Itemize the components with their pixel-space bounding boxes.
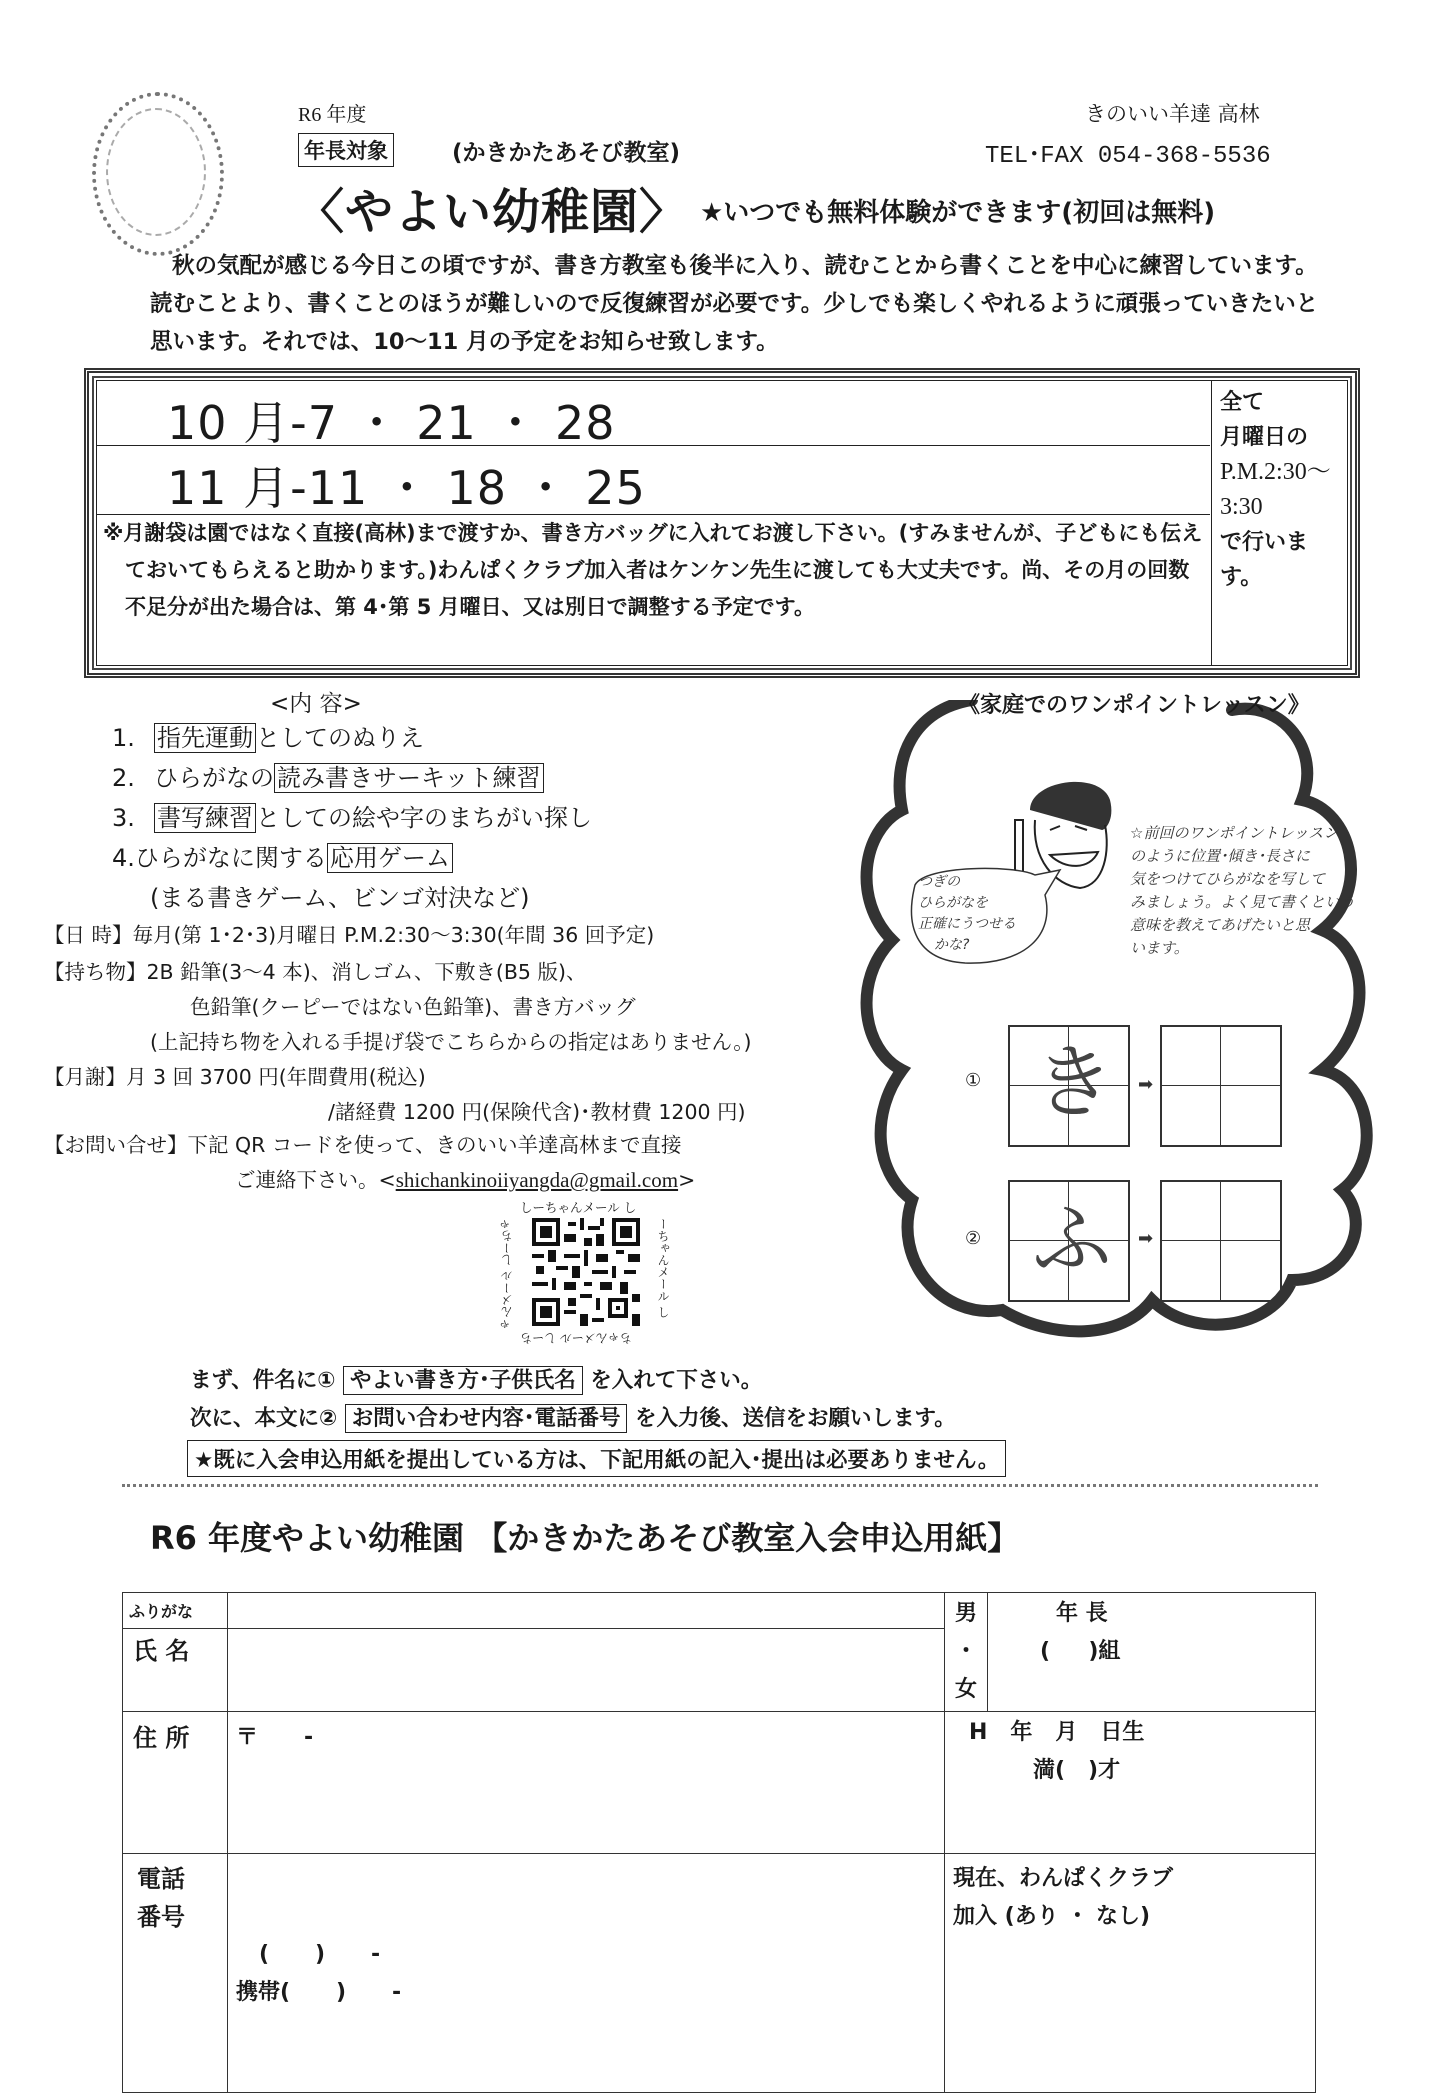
intro-text: 秋の気配が感じる今日この頃ですが、書き方教室も後半に入り、読むことから書くことを中心に練習しています。読むことより、書くことのほうが難しいので反復練習が必要です。少しでも楽しくやれるように頑張っていきたいと思います。それでは、10〜11 月の予定をお知らせ致します。 (150, 253, 1319, 355)
schedule-time-note: 全て 月曜日の P.M.2:30〜3:30 で行います。 (1211, 381, 1347, 665)
club-membership[interactable]: 現在、わんぱくクラブ 加入 (あり ・ なし) (945, 1854, 1316, 2093)
target-badge: 年長対象 (298, 133, 394, 167)
form-title: R6 年度やよい幼稚園 【かきかたあそび教室入会申込用紙】 (150, 1519, 1020, 1557)
tel-fax: TEL･FAX 054-368-5536 (985, 143, 1271, 170)
info-contact-line2: ご連絡下さい。<shichankinoiiyangda@gmail.com> (235, 1168, 696, 1192)
class-field[interactable]: ( )組 (1040, 1639, 1121, 1664)
exercise-1-label: ① (965, 1070, 982, 1091)
qr-caption-left: ゃんメール しーちゃ (500, 1218, 514, 1330)
submission-notice: ★既に入会申込用紙を提出している方は、下記用紙の記入･提出は必要ありません。 (187, 1440, 1006, 1477)
arrow-right-icon: ➡ (1138, 1074, 1154, 1095)
lesson-note: ☆前回のワンポイントレッスン のように位置･傾き･長さに 気をつけてひらがなを写して みましょう。よく見て書くという 意味を教えてあげたいと思 います。 (1130, 824, 1356, 957)
grade-class: 年 長 ( )組 (988, 1593, 1316, 1712)
info-items-line3: (上記持ち物を入れる手提げ袋でこちらからの指定はありません。) (150, 1030, 752, 1054)
cut-line (122, 1484, 1318, 1487)
school-title: 〈やよい幼稚園〉 (296, 184, 689, 240)
phone-label: 電話 番号 (123, 1854, 228, 2093)
exercise-2-label: ② (965, 1228, 982, 1249)
instruction-subject: まず、件名に① やよい書き方･子供氏名 を入れて下さい。 (190, 1368, 763, 1393)
exercise-2-copy-grid[interactable] (1160, 1180, 1282, 1302)
content-item: 4.ひらがなに関する 応用ゲーム (112, 838, 453, 873)
info-fee-line2: /諸経費 1200 円(保険代含)･教材費 1200 円) (328, 1100, 746, 1124)
name-field[interactable] (228, 1629, 945, 1712)
info-contact: 【お問い合せ】下記 QR コードを使って、きのいい羊達高林まで直接 (44, 1133, 682, 1157)
intro-paragraph (150, 247, 1330, 361)
qr-caption-right: ーちゃんメール し (656, 1218, 670, 1318)
info-fee: 【月謝】月 3 回 3700 円(年間費用(税込) (44, 1065, 426, 1089)
name-label: 氏 名 (123, 1629, 228, 1712)
qr-caption-bottom: ちゃんメール しーち (520, 1331, 632, 1345)
contents-title: <内 容> (270, 691, 362, 717)
fiscal-year: R6 年度 (298, 104, 367, 126)
class-name: (かきかたあそび教室) (452, 140, 681, 166)
content-item-sub: (まる書きゲーム、ビンゴ対決など) (150, 884, 530, 912)
fee-note: ※月謝袋は園ではなく直接(高林)まで渡すか、書き方バッグに入れてお渡し下さい。(すみませんが、子どもにも伝えておいてもらえると助かります。)わんぱくクラブ加入者はケンケン先生に渡しても大丈夫です。尚、その月の回数不足分が出た場合は、第 4･第 5 月曜日、又は別日で調整する予定です。 (103, 521, 1203, 619)
content-item: 3. 書写練習 としての絵や字のまちがい探し (112, 804, 592, 832)
info-items-line2: 色鉛筆(クーピーではない色鉛筆)、書き方バッグ (190, 995, 636, 1019)
info-datetime: 【日 時】毎月(第 1･2･3)月曜日 P.M.2:30〜3:30(年間 36 回予定) (44, 923, 655, 947)
arrow-right-icon: ➡ (1138, 1228, 1154, 1249)
gender-options[interactable]: 男 ・ 女 (945, 1593, 988, 1712)
qr-code[interactable] (532, 1218, 640, 1326)
schedule-november: 11 月-11 ・ 18 ・ 25 (97, 446, 1210, 515)
address-label: 住 所 (123, 1712, 228, 1854)
birthdate-field[interactable]: H 年 月 日生 満( )才 (945, 1712, 1316, 1854)
exercise-1-model-grid: き (1008, 1025, 1130, 1147)
info-items: 【持ち物】2B 鉛筆(3〜4 本)、消しゴム、下敷き(B5 版)、 (44, 960, 587, 984)
content-item: 2. ひらがなの 読み書きサーキット練習 (112, 758, 544, 793)
speech-bubble-text: つぎの ひらがなを 正確にうつせる かな? (918, 874, 1016, 953)
free-trial-notice: ★いつでも無料体験ができます(初回は無料) (700, 198, 1216, 228)
address-field[interactable]: 〒 - (228, 1712, 945, 1854)
furigana-label: ふりがな (123, 1593, 228, 1629)
content-item: 1. 指先運動 としてのぬりえ (112, 724, 424, 752)
exercise-2-model-grid: ふ (1008, 1180, 1130, 1302)
qr-caption: しーちゃんメール し (520, 1200, 637, 1215)
application-form (122, 1592, 1316, 2093)
instruction-body: 次に、本文に② お問い合わせ内容･電話番号 を入力後、送信をお願いします。 (190, 1406, 956, 1431)
lesson-title: 《家庭でのワンポイントレッスン》 (958, 693, 1310, 718)
email-link[interactable]: shichankinoiiyangda@gmail.com (395, 1168, 679, 1192)
schedule-box (84, 368, 1360, 678)
seal-stamp-inner (106, 108, 206, 236)
phone-field[interactable]: ( ) - 携帯( ) - (228, 1854, 945, 2093)
furigana-field[interactable] (228, 1593, 945, 1629)
exercise-1-copy-grid[interactable] (1160, 1025, 1282, 1147)
organizer: きのいい羊達 高林 (1085, 102, 1260, 126)
schedule-october: 10 月-7 ・ 21 ・ 28 (97, 381, 1210, 446)
